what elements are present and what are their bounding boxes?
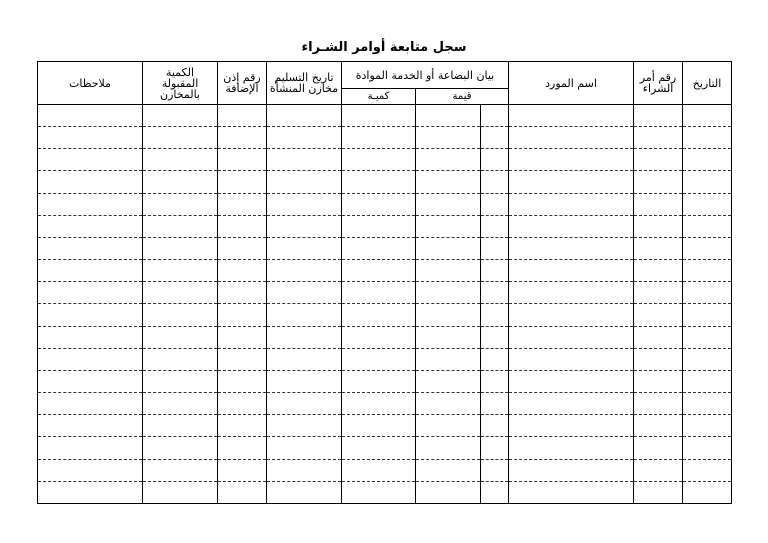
- cell-accepted-quantity: [143, 415, 218, 437]
- cell-supplier-name: [509, 348, 634, 370]
- cell-supplier-name: [509, 171, 634, 193]
- cell-supplier-name: [509, 370, 634, 392]
- cell-accepted-quantity: [143, 304, 218, 326]
- cell-date: [683, 370, 732, 392]
- cell-notes: [38, 348, 143, 370]
- cell-value-sub: [416, 459, 481, 481]
- cell-value-sub: [416, 149, 481, 171]
- table-row: [38, 348, 732, 370]
- cell-date: [683, 237, 732, 259]
- cell-accepted-quantity: [143, 171, 218, 193]
- table-row: [38, 260, 732, 282]
- cell-notes: [38, 127, 143, 149]
- cell-date: [683, 437, 732, 459]
- cell-value-main: [481, 437, 509, 459]
- cell-notes: [38, 193, 143, 215]
- cell-addition-permit: [218, 459, 267, 481]
- cell-delivery-date: [267, 326, 342, 348]
- cell-quantity: [342, 326, 416, 348]
- cell-po-number: [634, 481, 683, 503]
- cell-addition-permit: [218, 348, 267, 370]
- cell-notes: [38, 260, 143, 282]
- cell-delivery-date: [267, 459, 342, 481]
- table-row: [38, 282, 732, 304]
- cell-addition-permit: [218, 237, 267, 259]
- cell-value-sub: [416, 415, 481, 437]
- cell-accepted-quantity: [143, 370, 218, 392]
- cell-date: [683, 149, 732, 171]
- table-row: [38, 105, 732, 127]
- cell-accepted-quantity: [143, 348, 218, 370]
- cell-quantity: [342, 459, 416, 481]
- cell-date: [683, 393, 732, 415]
- column-header-supplier-name: اسم المورد: [509, 62, 634, 105]
- cell-value-main: [481, 481, 509, 503]
- cell-supplier-name: [509, 326, 634, 348]
- table-row: [38, 149, 732, 171]
- cell-po-number: [634, 459, 683, 481]
- cell-delivery-date: [267, 237, 342, 259]
- cell-supplier-name: [509, 260, 634, 282]
- cell-value-sub: [416, 171, 481, 193]
- cell-supplier-name: [509, 105, 634, 127]
- column-header-date: التاريخ: [683, 62, 732, 105]
- cell-accepted-quantity: [143, 193, 218, 215]
- cell-notes: [38, 370, 143, 392]
- cell-date: [683, 304, 732, 326]
- cell-delivery-date: [267, 282, 342, 304]
- cell-po-number: [634, 282, 683, 304]
- cell-value-main: [481, 237, 509, 259]
- column-header-quantity: كميـة: [342, 89, 416, 105]
- table-row: [38, 237, 732, 259]
- cell-delivery-date: [267, 193, 342, 215]
- cell-quantity: [342, 127, 416, 149]
- cell-notes: [38, 481, 143, 503]
- table-row: [38, 370, 732, 392]
- cell-notes: [38, 282, 143, 304]
- cell-po-number: [634, 105, 683, 127]
- cell-addition-permit: [218, 260, 267, 282]
- cell-value-main: [481, 171, 509, 193]
- cell-accepted-quantity: [143, 282, 218, 304]
- cell-po-number: [634, 415, 683, 437]
- cell-po-number: [634, 370, 683, 392]
- column-header-value: قيمة: [416, 89, 509, 105]
- cell-supplier-name: [509, 459, 634, 481]
- table-row: [38, 304, 732, 326]
- cell-value-main: [481, 459, 509, 481]
- table-row: [38, 215, 732, 237]
- cell-value-main: [481, 326, 509, 348]
- cell-value-sub: [416, 127, 481, 149]
- cell-addition-permit: [218, 282, 267, 304]
- cell-value-main: [481, 215, 509, 237]
- cell-delivery-date: [267, 393, 342, 415]
- cell-delivery-date: [267, 370, 342, 392]
- cell-addition-permit: [218, 149, 267, 171]
- cell-quantity: [342, 393, 416, 415]
- cell-addition-permit: [218, 171, 267, 193]
- table-row: [38, 481, 732, 503]
- cell-value-sub: [416, 437, 481, 459]
- cell-value-main: [481, 393, 509, 415]
- cell-date: [683, 171, 732, 193]
- cell-quantity: [342, 415, 416, 437]
- cell-value-main: [481, 105, 509, 127]
- cell-delivery-date: [267, 127, 342, 149]
- cell-addition-permit: [218, 370, 267, 392]
- cell-supplier-name: [509, 149, 634, 171]
- cell-accepted-quantity: [143, 481, 218, 503]
- cell-notes: [38, 237, 143, 259]
- cell-po-number: [634, 348, 683, 370]
- cell-delivery-date: [267, 105, 342, 127]
- cell-delivery-date: [267, 437, 342, 459]
- cell-delivery-date: [267, 260, 342, 282]
- cell-value-sub: [416, 105, 481, 127]
- cell-quantity: [342, 370, 416, 392]
- cell-date: [683, 415, 732, 437]
- cell-po-number: [634, 326, 683, 348]
- cell-accepted-quantity: [143, 393, 218, 415]
- cell-addition-permit: [218, 415, 267, 437]
- cell-delivery-date: [267, 171, 342, 193]
- cell-accepted-quantity: [143, 437, 218, 459]
- table-row: [38, 393, 732, 415]
- cell-accepted-quantity: [143, 127, 218, 149]
- cell-po-number: [634, 304, 683, 326]
- cell-po-number: [634, 171, 683, 193]
- cell-value-main: [481, 370, 509, 392]
- column-header-item-description: بيان البضاعة أو الخدمة الموادة: [342, 62, 509, 89]
- cell-delivery-date: [267, 215, 342, 237]
- cell-supplier-name: [509, 282, 634, 304]
- cell-notes: [38, 437, 143, 459]
- cell-quantity: [342, 437, 416, 459]
- cell-accepted-quantity: [143, 459, 218, 481]
- register-body: [38, 105, 732, 504]
- cell-accepted-quantity: [143, 149, 218, 171]
- cell-value-sub: [416, 326, 481, 348]
- cell-value-sub: [416, 348, 481, 370]
- cell-quantity: [342, 304, 416, 326]
- table-row: [38, 326, 732, 348]
- cell-quantity: [342, 260, 416, 282]
- cell-addition-permit: [218, 326, 267, 348]
- cell-value-sub: [416, 481, 481, 503]
- cell-value-main: [481, 304, 509, 326]
- cell-addition-permit: [218, 193, 267, 215]
- cell-notes: [38, 105, 143, 127]
- table-row: [38, 459, 732, 481]
- cell-supplier-name: [509, 215, 634, 237]
- cell-po-number: [634, 437, 683, 459]
- cell-accepted-quantity: [143, 215, 218, 237]
- cell-notes: [38, 304, 143, 326]
- cell-date: [683, 326, 732, 348]
- cell-quantity: [342, 215, 416, 237]
- cell-value-sub: [416, 193, 481, 215]
- column-header-notes: ملاحظات: [38, 62, 143, 105]
- cell-date: [683, 282, 732, 304]
- table-row: [38, 437, 732, 459]
- cell-supplier-name: [509, 237, 634, 259]
- cell-addition-permit: [218, 393, 267, 415]
- cell-accepted-quantity: [143, 260, 218, 282]
- cell-supplier-name: [509, 393, 634, 415]
- cell-delivery-date: [267, 149, 342, 171]
- cell-po-number: [634, 393, 683, 415]
- cell-po-number: [634, 237, 683, 259]
- cell-po-number: [634, 127, 683, 149]
- cell-delivery-date: [267, 415, 342, 437]
- cell-delivery-date: [267, 481, 342, 503]
- cell-quantity: [342, 237, 416, 259]
- cell-date: [683, 105, 732, 127]
- cell-value-main: [481, 282, 509, 304]
- cell-date: [683, 459, 732, 481]
- cell-notes: [38, 415, 143, 437]
- cell-value-sub: [416, 370, 481, 392]
- cell-value-main: [481, 415, 509, 437]
- column-header-addition-permit: رقم إذن الإضافة: [218, 62, 267, 105]
- cell-notes: [38, 459, 143, 481]
- column-header-delivery-date: تاريخ التسليم مخازن المنشأة: [267, 62, 342, 105]
- cell-value-sub: [416, 260, 481, 282]
- cell-date: [683, 127, 732, 149]
- purchase-order-register-table: [37, 61, 732, 504]
- cell-addition-permit: [218, 105, 267, 127]
- cell-value-sub: [416, 304, 481, 326]
- cell-value-main: [481, 260, 509, 282]
- column-header-accepted-quantity: الكمية المقبولة بالمخازن: [143, 62, 218, 105]
- cell-supplier-name: [509, 193, 634, 215]
- cell-delivery-date: [267, 304, 342, 326]
- cell-po-number: [634, 193, 683, 215]
- cell-date: [683, 260, 732, 282]
- cell-date: [683, 481, 732, 503]
- cell-value-sub: [416, 393, 481, 415]
- cell-value-main: [481, 193, 509, 215]
- cell-date: [683, 348, 732, 370]
- cell-accepted-quantity: [143, 326, 218, 348]
- cell-supplier-name: [509, 304, 634, 326]
- register-title: سجل متابعة أوامر الشـراء: [301, 40, 467, 55]
- cell-accepted-quantity: [143, 105, 218, 127]
- cell-value-main: [481, 348, 509, 370]
- table-row: [38, 127, 732, 149]
- cell-addition-permit: [218, 127, 267, 149]
- cell-notes: [38, 149, 143, 171]
- table-row: [38, 193, 732, 215]
- cell-accepted-quantity: [143, 237, 218, 259]
- cell-value-sub: [416, 215, 481, 237]
- cell-notes: [38, 171, 143, 193]
- cell-addition-permit: [218, 481, 267, 503]
- cell-addition-permit: [218, 437, 267, 459]
- cell-quantity: [342, 193, 416, 215]
- cell-date: [683, 215, 732, 237]
- cell-value-sub: [416, 282, 481, 304]
- cell-supplier-name: [509, 127, 634, 149]
- cell-addition-permit: [218, 304, 267, 326]
- cell-supplier-name: [509, 415, 634, 437]
- table-row: [38, 171, 732, 193]
- cell-po-number: [634, 215, 683, 237]
- column-header-po-number: رقم أمر الشراء: [634, 62, 683, 105]
- cell-notes: [38, 326, 143, 348]
- cell-value-main: [481, 127, 509, 149]
- cell-addition-permit: [218, 215, 267, 237]
- cell-supplier-name: [509, 481, 634, 503]
- cell-quantity: [342, 149, 416, 171]
- cell-quantity: [342, 282, 416, 304]
- cell-quantity: [342, 348, 416, 370]
- cell-po-number: [634, 149, 683, 171]
- cell-quantity: [342, 105, 416, 127]
- table-row: [38, 415, 732, 437]
- cell-value-sub: [416, 237, 481, 259]
- cell-value-main: [481, 149, 509, 171]
- cell-notes: [38, 393, 143, 415]
- cell-notes: [38, 215, 143, 237]
- cell-quantity: [342, 481, 416, 503]
- cell-date: [683, 193, 732, 215]
- cell-supplier-name: [509, 437, 634, 459]
- cell-po-number: [634, 260, 683, 282]
- cell-quantity: [342, 171, 416, 193]
- cell-delivery-date: [267, 348, 342, 370]
